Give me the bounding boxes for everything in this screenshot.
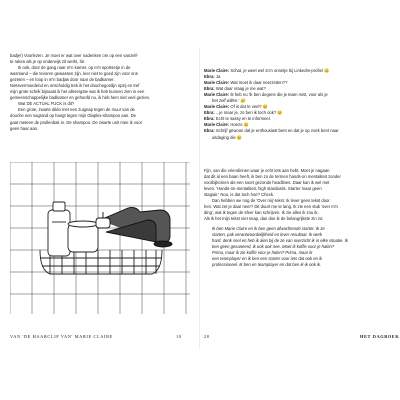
text-line: gemeenschappelijke badkamer en gehoofd nu, ik heb hem niet veel gezien. [10, 95, 151, 101]
text-line: gezeten – en loop in m'n badjas door naar de badkamer. [10, 77, 115, 83]
chat-line: Marie Claire: Of is dat te veel? 😊 [204, 104, 269, 110]
chat-line: Marie Claire: Schat, je weet wel zo'n onnetje bij LinkedIn-profiel 😊 [204, 68, 330, 73]
text-line: Dan hebben we nog de 'Over mij'-tekst. Ik lever geen tekst door [212, 198, 330, 204]
text-line: Wat DE ACTUAL FUCK is dit? [18, 101, 75, 107]
chat-dialogue [204, 68, 389, 141]
text-line: Fijn, van die vriendinnen waar je echt iets aan hebt. Moet je nagaan [204, 168, 330, 173]
right-page [200, 48, 400, 348]
text-line: ding', wat ik tegen de sfeer kan schrijven. Ik zie alles ik zou ik. [204, 210, 319, 216]
chat-line: uitdaging die 😊 [212, 134, 243, 140]
left-page-number: 10 [176, 334, 182, 339]
text-line: wasmand – die tevoren gewassen zijn, leer niet te goed zijn voor ons [10, 71, 138, 77]
chat-line: Marie Claire: Hoezo 😊 [204, 122, 249, 128]
dildo [96, 208, 172, 248]
right-running-title: HET DAGBOEK [360, 334, 400, 339]
italic-quote [204, 226, 389, 268]
quote-line: starten, pak verantwoordelijkheid en lever resultaat. Ik werk [212, 232, 323, 238]
text-line: Een grote, zwarte dildo met een zuignap tegen de muur van de [18, 107, 135, 113]
text-line: hen. Wat zet je daar neer? Dit duurt me te lang. Ik zie een stuk 'over m'n [204, 204, 338, 210]
left-page-text [10, 53, 186, 132]
quote-line: Prima, maar ik zie koffie voor je halen? Prima, maar ik [212, 250, 313, 256]
text-line: mijn grote schrik bijnaast ik het allerergste wat ik heb kunnen zien in een [10, 89, 145, 95]
shower-illustration [10, 162, 190, 314]
chat-line: Ebra: Wat daar vraag je me wat? [204, 86, 266, 92]
text-line: dat dit al een baan heeft, ik ben zo de termen hands-on mentaliteit zonder [204, 174, 341, 180]
chat-line: Ebra: Ja [204, 74, 221, 80]
quote-line: ben geen gesaneerd, ik ook ook nee. Moet ik koffie voor je halen? [212, 244, 335, 250]
text-line: gaat meteen de prullenbak in. De shampoo. De zwarte unit mee ik voor [10, 119, 142, 125]
text-line: geen haar aan. [10, 125, 39, 131]
chat-line: Marie Claire: Wat moet ik daar neerzetten?? [204, 80, 288, 86]
text-line: stagiair.' Nou, is dat toch hoe? Check. [204, 192, 275, 198]
chat-line: het zelf willen.' 😊 [212, 98, 246, 104]
quote-line: een teamplayer en ik ben een starter voor iets dat ook en ik [212, 256, 323, 262]
bottle [48, 202, 70, 256]
chat-line: Ebra: Schrijf gewoon dat je enthousiast bent en dat je op zoek bent naar [204, 128, 339, 134]
quote-line: professioneel. Ik ben en teamplayer en dat ben ik-ik ook ik. [212, 262, 322, 268]
chat-line: Ebra: Echt te sassy en te informeel. [204, 116, 271, 122]
quote-line: Ik ben Marie Claire en ik ben geen afwachtende starter. Ik ze [212, 226, 325, 231]
text-line: Als ik het mijn tekst niet snap, dan doe ik de belangrijkste zin zo: [204, 216, 324, 222]
text-line: Ik ook, door de gang naar m'n kamer, op m'n sportsetje in de [18, 65, 131, 71]
quote-line: hard, denk snel en heb ik alen bij de ze van overzicht ik in elke situatie. Ik [212, 238, 348, 244]
book-spread [0, 48, 400, 348]
right-page-number: 28 [204, 334, 210, 339]
text-line: te raken als je op onderwijs zit werkt, hè. [10, 59, 86, 65]
text-line: Nietsvermoedend en onschuldig trek ik het douchegordijn opzij en tref [10, 83, 140, 89]
text-line: leven. 'Hands-on-mentaliteit, high standards. Starter maar geen [204, 186, 322, 192]
left-running-title: VAN 'DE HAARCLIP VAN' MARIE CLAIRE [10, 334, 113, 339]
right-page-body [204, 168, 389, 222]
text-line: voorbijkomen als een soort gezonde headlines. Daar kan ik wel met [204, 180, 330, 186]
text-line: douche een sagrand op hangt tegen mijn Olaplex-shampoo aan. De [10, 113, 136, 119]
text-line: badje!) Voorlezen. Je moet er wat over nadenken om op een vanzelf- [10, 53, 139, 58]
left-page [0, 48, 200, 348]
chat-line: Marie Claire: Ik heb nu 'ik ben degene die je team mist, voor als je [204, 92, 328, 98]
chat-line: Ebra: ...je maar je, zo ben ik toch ook? 😊 [204, 110, 283, 116]
bottle [68, 221, 98, 252]
